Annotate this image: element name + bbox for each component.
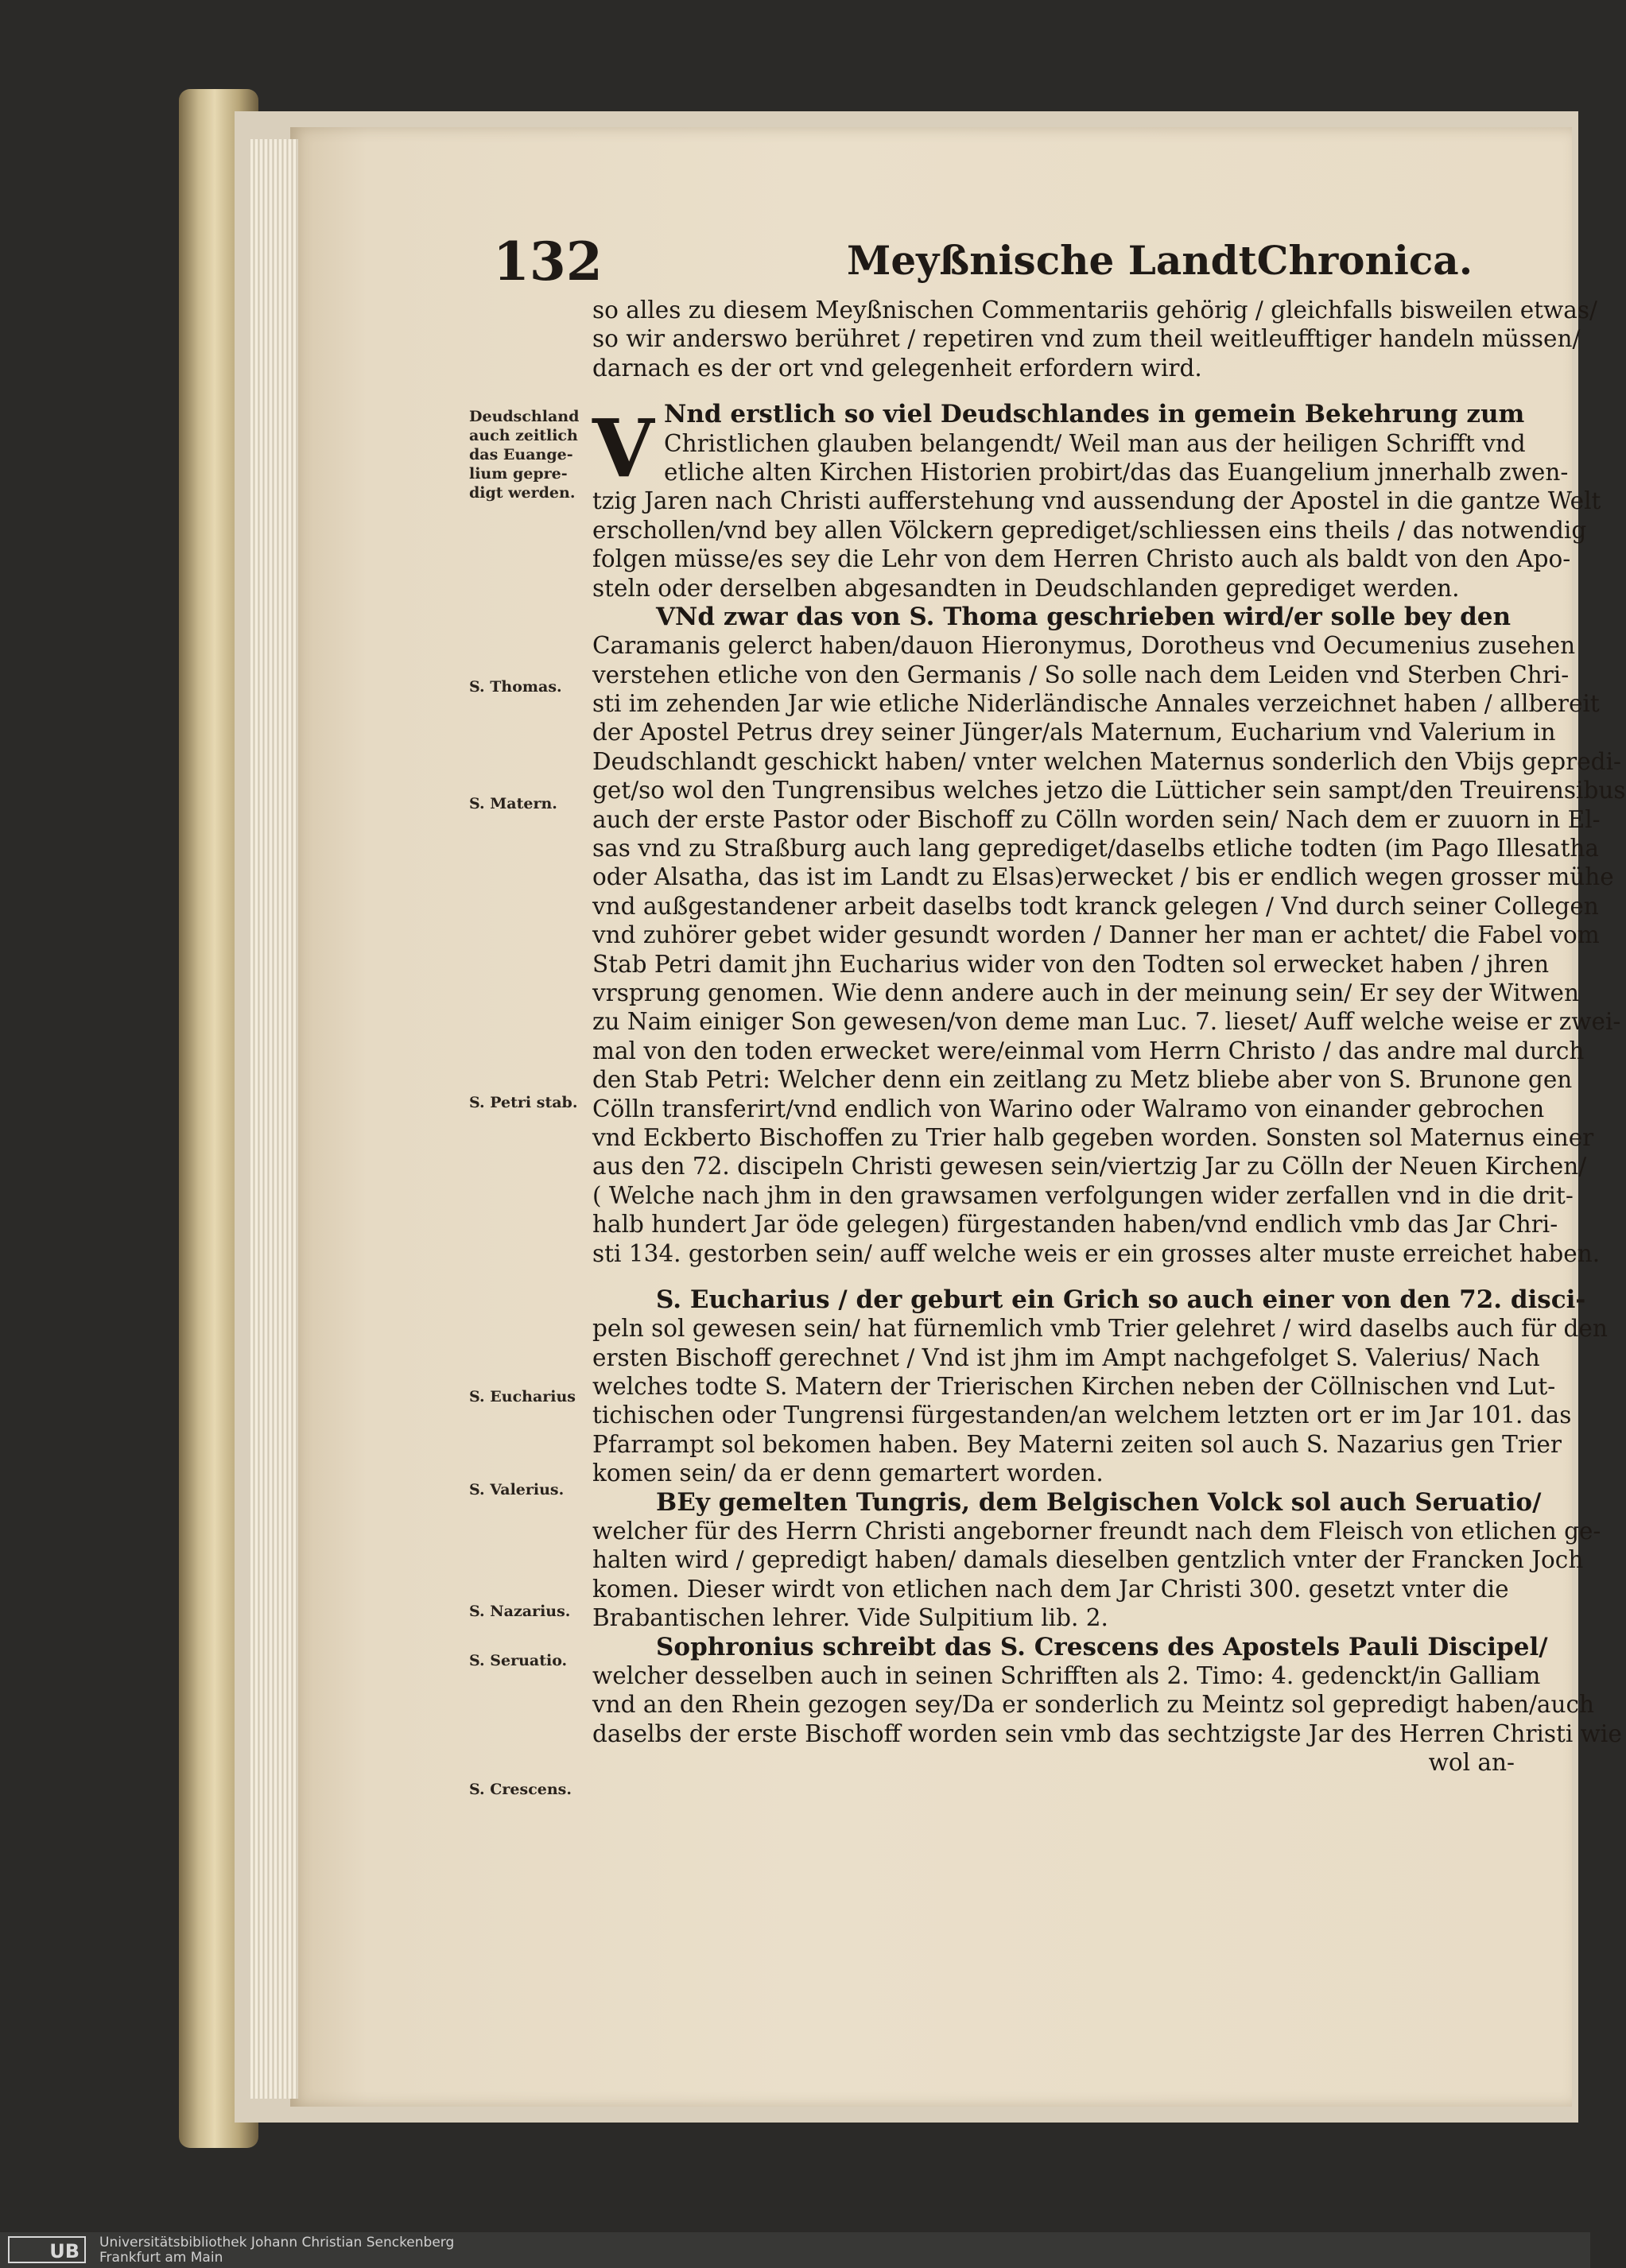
text-line: Caramanis gelerct haben/dauon Hieronymus, Dorotheus vnd Oecumenius zusehen	[592, 632, 1576, 660]
text-line: BEy gemelten Tungris, dem Belgischen Volck sol auch Seruatio/	[656, 1487, 1542, 1517]
text-line: sti im zehenden Jar wie etliche Niderländische Annales verzeichnet haben / allbereit	[592, 690, 1600, 718]
text-line: tzig Jaren nach Christi aufferstehung vnd aussendung der Apostel in die gantze Welt	[592, 487, 1601, 515]
text-line: sas vnd zu Straßburg auch lang geprediget/daselbs etliche todten (im Pago Illesatha	[592, 835, 1600, 863]
text-line: der Apostel Petrus drey seiner Jünger/als Maternum, Eucharium vnd Valerium in	[592, 719, 1556, 746]
text-line: get/so wol den Tungrensibus welches jetzo die Lütticher sein sampt/den Treuirensibus	[592, 777, 1626, 804]
text-line: komen. Dieser wirdt von etlichen nach dem Jar Christi 300. gesetzt vnter die	[592, 1575, 1509, 1603]
margin-note: auch zeitlich	[469, 427, 578, 444]
text-line: halb hundert Jar öde gelegen) fürgestanden haben/vnd endlich vmb das Jar Chri-	[592, 1211, 1558, 1239]
text-line: VNd zwar das von S. Thoma geschrieben wird/er solle bey den	[656, 602, 1512, 631]
text-line: tichischen oder Tungrensi fürgestanden/an welchem letzten ort er im Jar 101. das	[592, 1402, 1572, 1429]
margin-note: S. Eucharius	[469, 1388, 576, 1405]
text-line: etliche alten Kirchen Historien probirt/das das Euangelium jnnerhalb zwen-	[664, 458, 1569, 486]
text-line: peln sol gewesen sein/ hat fürnemlich vmb Trier gelehret / wird daselbs auch für den	[592, 1315, 1608, 1343]
margin-note: S. Valerius.	[469, 1481, 565, 1498]
page-header	[493, 231, 1473, 294]
text-line: vnd Eckberto Bischoffen zu Trier halb gegeben worden. Sonsten sol Maternus einer	[592, 1123, 1594, 1151]
footer-text	[99, 2235, 454, 2266]
footer-line-2: Frankfurt am Main	[99, 2250, 223, 2266]
text-line: Pfarrampt sol bekomen haben. Bey Materni zeiten sol auch S. Nazarius gen Trier	[592, 1430, 1562, 1458]
text-line: folgen müsse/es sey die Lehr von dem Herren Christo auch als baldt von den Apo-	[592, 545, 1571, 573]
text-line	[592, 1268, 1515, 1285]
running-title: Meyßnische LandtChronica.	[847, 237, 1473, 284]
text-line: darnach es der ort vnd gelegenheit erfordern wird.	[592, 354, 1202, 382]
margin-note: digt werden.	[469, 484, 576, 502]
text-line: ersten Bischoff gerechnet / Vnd ist jhm im Ampt nachgefolget S. Valerius/ Nach	[592, 1343, 1540, 1371]
text-line: erschollen/vnd bey allen Völckern geprediget/schliessen eins theils / das notwendig	[592, 516, 1587, 544]
text-line: Brabantischen lehrer. Vide Sulpitium lib. 2.	[592, 1604, 1108, 1632]
margin-note: Deudschland	[469, 408, 580, 425]
page-leaves	[250, 139, 298, 2099]
text-line: wol an-	[1428, 1749, 1515, 1777]
text-line: mal von den toden erwecket were/einmal vom Herrn Christo / das andre mal durch	[592, 1037, 1585, 1064]
text-line: welcher desselben auch in seinen Schrifften als 2. Timo: 4. gedenckt/in Galliam	[592, 1661, 1541, 1689]
text-line: welcher für des Herrn Christi angeborner freundt nach dem Fleisch von etlichen ge-	[592, 1518, 1601, 1545]
text-line: vnd zuhörer gebet wider gesundt worden / Danner her man er achtet/ die Fabel vom	[592, 921, 1600, 949]
drop-capital: V	[592, 401, 654, 495]
text-line: aus den 72. discipeln Christi gewesen sein/viertzig Jar zu Cölln der Neuen Kirchen/	[592, 1153, 1587, 1181]
text-line: halten wird / gepredigt haben/ damals dieselben gentzlich vnter der Francken Joch	[592, 1546, 1584, 1574]
text-line: Stab Petri damit jhn Eucharius wider von den Todten sol erwecket haben / jhren	[592, 950, 1550, 978]
text-line: Cölln transferirt/vnd endlich von Warino oder Walramo von einander gebrochen	[592, 1095, 1545, 1122]
text-line: ( Welche nach jhm in den grawsamen verfolgungen wider zerfallen vnd in die drit-	[592, 1181, 1574, 1209]
text-line: steln oder derselben abgesandten in Deudschlanden geprediget werden.	[592, 574, 1460, 602]
text-line: so alles zu diesem Meyßnischen Commentariis gehörig / gleichfalls bisweilen etwas/	[592, 297, 1597, 324]
margin-note: S. Crescens.	[469, 1781, 572, 1798]
text-line: zu Naim einiger Son gewesen/von deme man Luc. 7. lieset/ Auff welche weise er zwei-	[592, 1008, 1621, 1036]
text-line: auch der erste Pastor oder Bischoff zu Cölln worden sein/ Nach dem er zuuorn in El-	[592, 805, 1601, 833]
margin-note: lium gepre-	[469, 465, 568, 483]
main-text	[592, 296, 1626, 1778]
text-line: oder Alsatha, das ist im Landt zu Elsas)erwecket / bis er endlich wegen grosser mühe	[592, 863, 1614, 891]
text-line	[592, 382, 1515, 400]
text-line: daselbs der erste Bischoff worden sein vmb das sechtzigste Jar des Herren Christi wie	[592, 1719, 1622, 1747]
text-line: den Stab Petri: Welcher denn ein zeitlang zu Metz bliebe aber von S. Brunone gen	[592, 1066, 1573, 1094]
margin-note: S. Nazarius.	[469, 1603, 571, 1620]
text-line: vnd außgestandener arbeit daselbs todt kranck gelegen / Vnd durch seiner Collegen	[592, 892, 1599, 920]
text-line: Christlichen glauben belangendt/ Weil man aus der heiligen Schrifft vnd	[664, 429, 1526, 457]
ub-logo: UB	[8, 2236, 86, 2263]
text-line: Deudschlandt geschickt haben/ vnter welchen Maternus sonderlich den Vbijs gepredi-	[592, 747, 1621, 775]
margin-note: S. Seruatio.	[469, 1652, 568, 1669]
text-line: welches todte S. Matern der Trierischen Kirchen neben der Cöllnischen vnd Lut-	[592, 1373, 1556, 1401]
text-line: Sophronius schreibt das S. Crescens des Apostels Pauli Discipel/	[656, 1632, 1548, 1661]
margin-note: S. Matern.	[469, 795, 557, 812]
text-line: S. Eucharius / der geburt ein Grich so auch einer von den 72. disci-	[656, 1285, 1586, 1314]
text-line: sti 134. gestorben sein/ auff welche weis er ein grosses alter muste erreichet haben.	[592, 1239, 1601, 1267]
text-line: verstehen etliche von den Germanis / So solle nach dem Leiden vnd Sterben Chri-	[592, 661, 1570, 688]
text-line: vrsprung genomen. Wie denn andere auch in der meinung sein/ Er sey der Witwen	[592, 979, 1579, 1006]
footer-bar	[0, 2232, 1590, 2268]
margin-note: das Euange-	[469, 446, 573, 463]
footer-line-1: Universitätsbibliothek Johann Christian Senckenberg	[99, 2235, 455, 2251]
text-line: so wir anderswo berühret / repetiren vnd zum theil weitleufftiger handeln müssen/	[592, 325, 1581, 353]
margin-note: S. Petri stab.	[469, 1094, 578, 1111]
text-line: komen sein/ da er denn gemartert worden.	[592, 1460, 1104, 1487]
text-line: Nnd erstlich so viel Deudschlandes in gemein Bekehrung zum	[664, 400, 1525, 429]
text-line: vnd an den Rhein gezogen sey/Da er sonderlich zu Meintz sol gepredigt haben/auch	[592, 1691, 1595, 1719]
page-number: 132	[493, 231, 603, 293]
margin-note: S. Thomas.	[469, 678, 562, 696]
